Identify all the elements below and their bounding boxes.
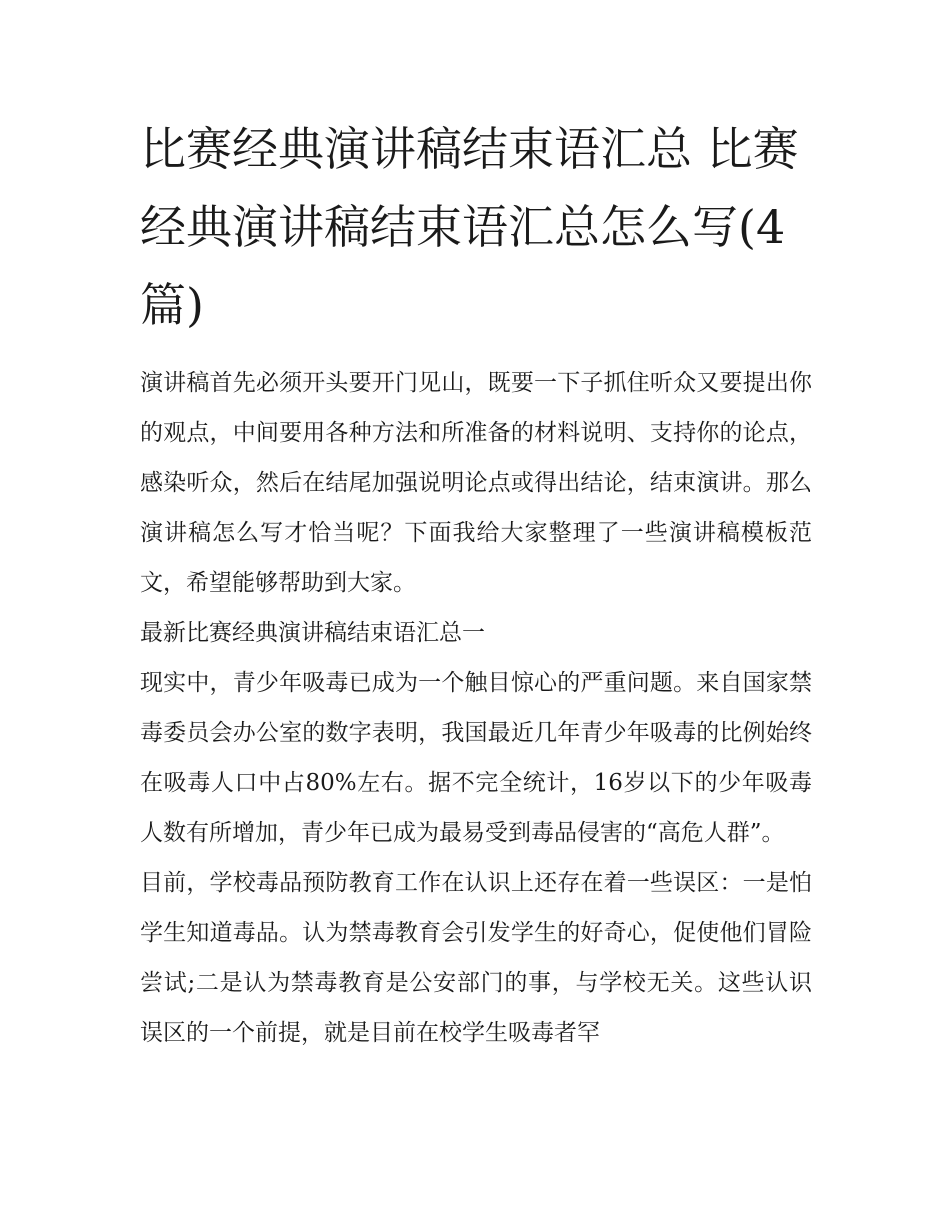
document-title: 比赛经典演讲稿结束语汇总 比赛经典演讲稿结束语汇总怎么写(4篇) <box>140 122 799 332</box>
body-paragraph-1: 现实中，青少年吸毒已成为一个触目惊心的严重问题。来自国家禁毒委员会办公室的数字表明，我国最近几年青少年吸毒的比例始终在吸毒人口中占80%左右。据不完全统计，16岁以下的少年吸毒人数有所增加，青少年已成为最易受到毒品侵害的“高危人群”。 <box>140 670 812 846</box>
body-paragraph-2: 目前，学校毒品预防教育工作在认识上还存在着一些误区：一是怕学生知道毒品。认为禁毒教育会引发学生的好奇心，促使他们冒险尝试;二是认为禁毒教育是公安部门的事，与学校无关。这些认识误区的一个前提，就是目前在校学生吸毒者罕 <box>140 870 812 1046</box>
section-heading: 最新比赛经典演讲稿结束语汇总一 <box>140 620 485 646</box>
document-body <box>140 110 812 1058</box>
intro-paragraph: 演讲稿首先必须开头要开门见山，既要一下子抓住听众又要提出你的观点，中间要用各种方法和所准备的材料说明、支持你的论点，感染听众，然后在结尾加强说明论点或得出结论，结束演讲。那么演讲稿怎么写才恰当呢？下面我给大家整理了一些演讲稿模板范文，希望能够帮助到大家。 <box>140 370 812 596</box>
